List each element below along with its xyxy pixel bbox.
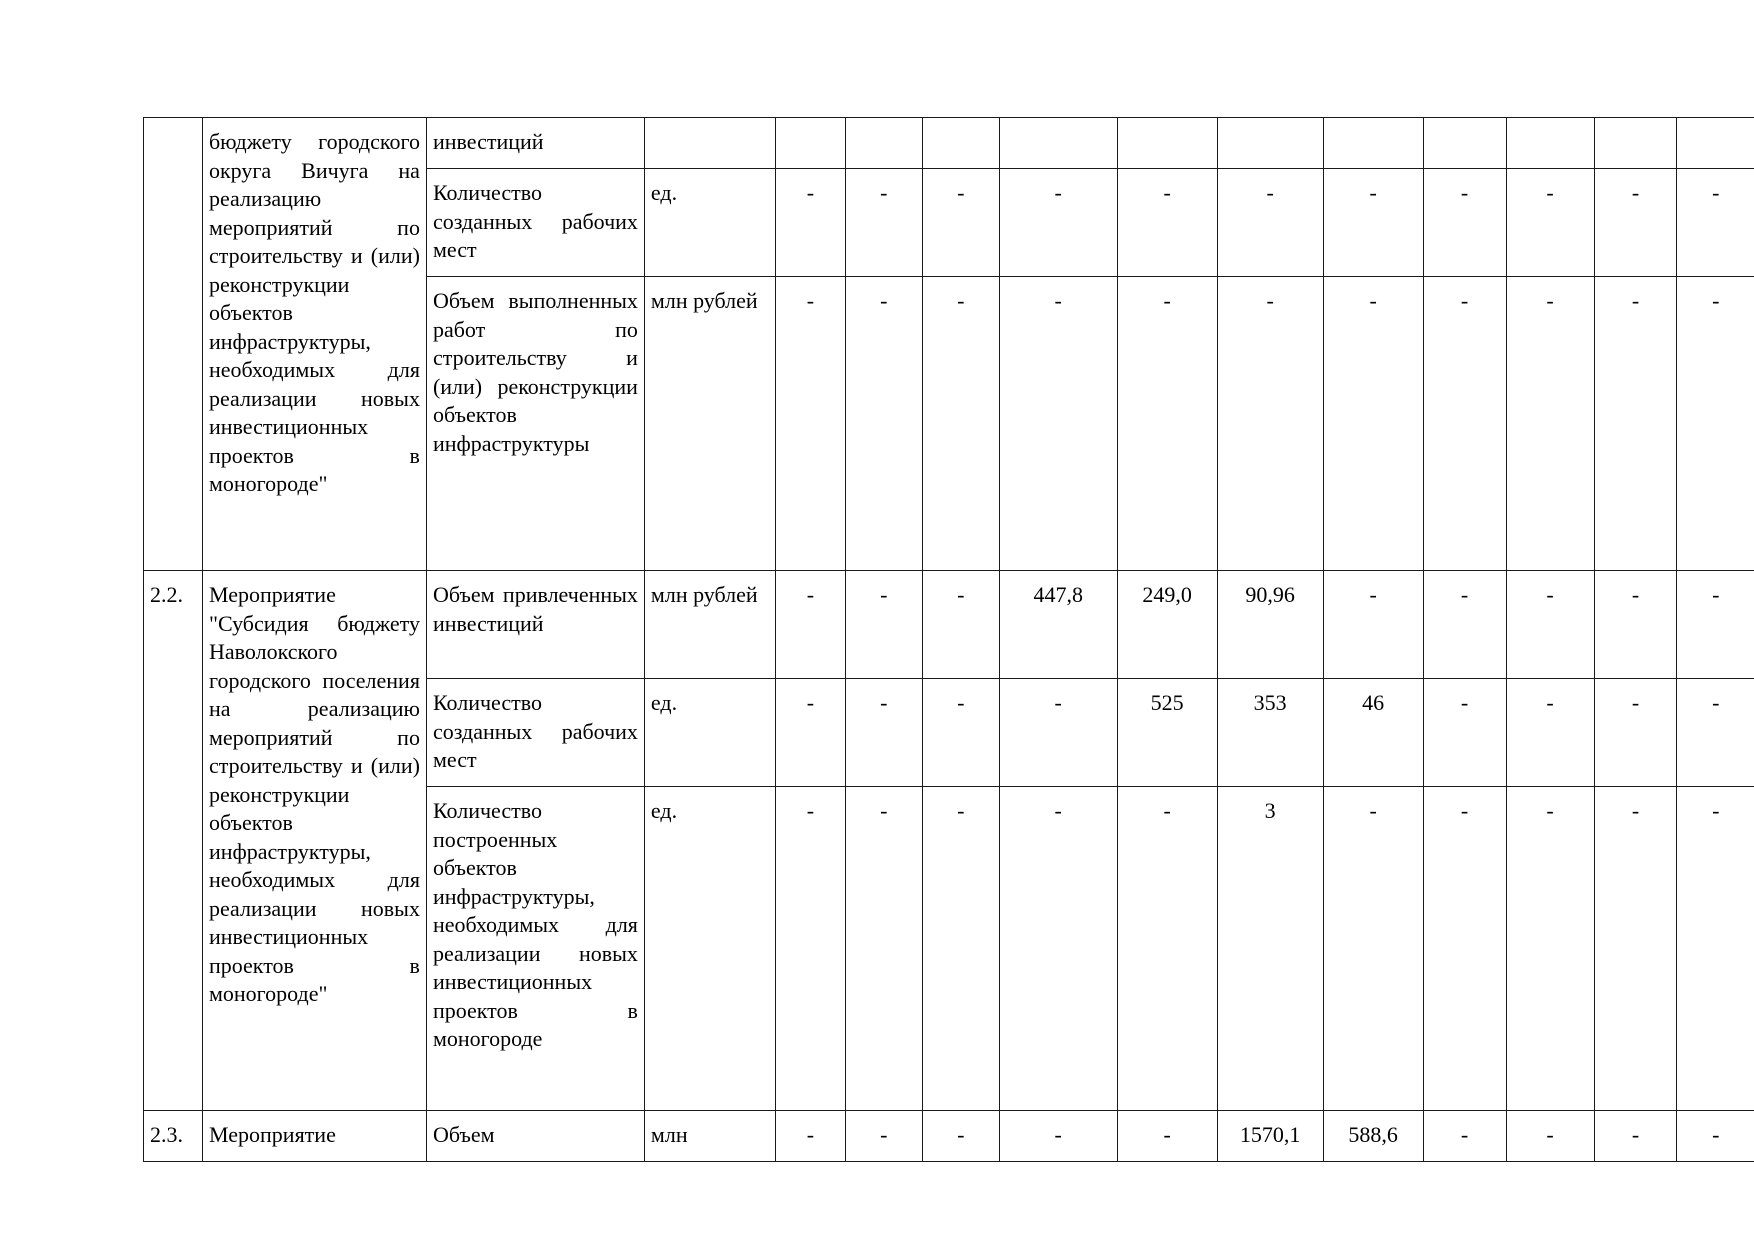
- indicator-value: [845, 118, 922, 169]
- indicator-value: -: [1506, 787, 1594, 1111]
- indicator-value: 588,6: [1323, 1111, 1423, 1162]
- indicator-value: -: [922, 787, 999, 1111]
- indicator-unit: ед.: [644, 679, 775, 787]
- indicator-value: -: [1117, 787, 1217, 1111]
- indicator-name: Количество созданных рабочих мест: [426, 169, 644, 277]
- indicator-value: -: [775, 169, 845, 277]
- indicator-value: -: [775, 1111, 845, 1162]
- indicator-value: -: [999, 1111, 1117, 1162]
- indicator-unit: млн: [644, 1111, 775, 1162]
- indicator-value: -: [1506, 679, 1594, 787]
- indicator-value: -: [1217, 277, 1323, 571]
- indicator-value: -: [1677, 169, 1754, 277]
- indicator-value: -: [922, 571, 999, 679]
- indicator-value: -: [845, 277, 922, 571]
- indicator-name: Объем выполненных работ по строительству и (или) реконструкции объектов инфраструктуры: [426, 277, 644, 571]
- indicator-value: -: [845, 169, 922, 277]
- indicators-table: [143, 117, 1754, 1162]
- indicator-value: -: [1423, 169, 1506, 277]
- indicator-value: -: [1117, 169, 1217, 277]
- row-number: 2.3.: [144, 1111, 203, 1162]
- indicator-value: -: [1506, 571, 1594, 679]
- indicator-value: -: [922, 679, 999, 787]
- indicator-value: -: [1323, 787, 1423, 1111]
- row-number: 2.2.: [144, 571, 203, 1111]
- indicator-value: -: [1117, 277, 1217, 571]
- indicator-value: -: [775, 277, 845, 571]
- indicator-value: 46: [1323, 679, 1423, 787]
- indicator-value: 353: [1217, 679, 1323, 787]
- indicator-value: [922, 118, 999, 169]
- indicator-value: -: [775, 679, 845, 787]
- indicator-value: -: [1594, 787, 1677, 1111]
- indicator-value: -: [999, 169, 1117, 277]
- indicator-value: -: [1217, 169, 1323, 277]
- indicator-value: 249,0: [1117, 571, 1217, 679]
- indicator-value: -: [775, 571, 845, 679]
- activity-name: Мероприятие: [202, 1111, 426, 1162]
- indicator-value: -: [1423, 787, 1506, 1111]
- indicator-name: Объем: [426, 1111, 644, 1162]
- indicator-value: -: [1677, 787, 1754, 1111]
- indicator-value: -: [1423, 1111, 1506, 1162]
- activity-name: бюджету городского округа Вичуга на реализацию мероприятий по строительству и (или) реконструкции объектов инфраструктуры, необходимых для реализации новых инвестиционных проектов в моногороде": [202, 118, 426, 571]
- indicator-value: -: [1117, 1111, 1217, 1162]
- row-number: [144, 118, 203, 571]
- indicator-value: -: [845, 787, 922, 1111]
- table-row: [144, 571, 1754, 679]
- indicator-value: -: [922, 277, 999, 571]
- indicator-value: -: [999, 787, 1117, 1111]
- indicator-value: -: [1506, 169, 1594, 277]
- indicator-unit: млн рублей: [644, 277, 775, 571]
- activity-name: Мероприятие "Субсидия бюджету Наволокского городского поселения на реализацию мероприятий по строительству и (или) реконструкции объектов инфраструктуры, необходимых для реализации новых инвестиционных проектов в моногороде": [202, 571, 426, 1111]
- indicator-value: 525: [1117, 679, 1217, 787]
- indicator-name: Объем привлеченных инвестиций: [426, 571, 644, 679]
- indicator-value: -: [1423, 571, 1506, 679]
- indicator-value: -: [1506, 277, 1594, 571]
- indicator-value: -: [922, 169, 999, 277]
- indicator-value: -: [1594, 277, 1677, 571]
- indicator-value: [1506, 118, 1594, 169]
- indicator-value: -: [922, 1111, 999, 1162]
- indicator-name: инвестиций: [426, 118, 644, 169]
- indicator-value: -: [1594, 169, 1677, 277]
- indicator-value: -: [1677, 679, 1754, 787]
- indicator-value: -: [775, 787, 845, 1111]
- indicator-value: -: [1677, 1111, 1754, 1162]
- indicator-value: -: [1594, 571, 1677, 679]
- indicator-value: -: [1677, 277, 1754, 571]
- indicator-value: -: [1323, 169, 1423, 277]
- indicator-value: -: [1423, 277, 1506, 571]
- indicator-name: Количество созданных рабочих мест: [426, 679, 644, 787]
- indicator-value: 1570,1: [1217, 1111, 1323, 1162]
- indicator-value: -: [1594, 679, 1677, 787]
- indicator-value: -: [1323, 277, 1423, 571]
- indicator-unit: ед.: [644, 787, 775, 1111]
- indicator-value: -: [1323, 571, 1423, 679]
- indicator-value: [1594, 118, 1677, 169]
- indicator-name: Количество построенных объектов инфраструктуры, необходимых для реализации новых инвестиционных проектов в моногороде: [426, 787, 644, 1111]
- indicator-value: -: [1594, 1111, 1677, 1162]
- table-row: [144, 1111, 1754, 1162]
- indicator-value: -: [845, 679, 922, 787]
- indicator-value: [1423, 118, 1506, 169]
- indicator-value: [1117, 118, 1217, 169]
- indicator-value: 90,96: [1217, 571, 1323, 679]
- indicator-value: [775, 118, 845, 169]
- indicator-value: -: [1677, 571, 1754, 679]
- indicator-value: -: [845, 571, 922, 679]
- indicator-value: 3: [1217, 787, 1323, 1111]
- indicator-unit: млн рублей: [644, 571, 775, 679]
- indicator-value: -: [1423, 679, 1506, 787]
- indicator-value: [1217, 118, 1323, 169]
- indicator-value: [1677, 118, 1754, 169]
- indicator-value: -: [999, 277, 1117, 571]
- indicator-value: -: [1506, 1111, 1594, 1162]
- indicator-value: -: [845, 1111, 922, 1162]
- indicator-value: [1323, 118, 1423, 169]
- indicator-value: 447,8: [999, 571, 1117, 679]
- indicator-value: [999, 118, 1117, 169]
- indicator-unit: [644, 118, 775, 169]
- indicator-value: -: [999, 679, 1117, 787]
- table-row: [144, 118, 1754, 169]
- indicator-unit: ед.: [644, 169, 775, 277]
